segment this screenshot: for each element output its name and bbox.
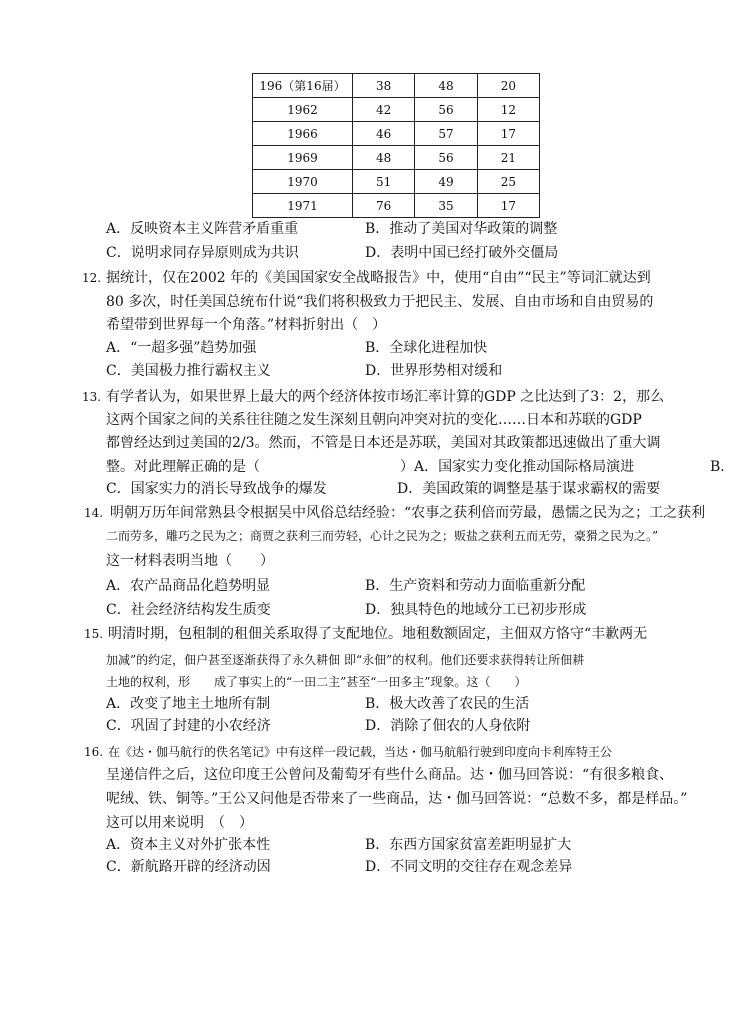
table-cell: 51: [353, 170, 415, 194]
question-number: 15.: [84, 627, 104, 641]
option-a[interactable]: A．反映资本主义阵营矛盾重重: [106, 221, 299, 237]
table-cell: 17: [477, 194, 539, 218]
option-b[interactable]: B．推动了美国对华政策的调整: [365, 221, 558, 237]
question-number: 14.: [84, 506, 104, 520]
table-row: [253, 146, 540, 170]
question-text: 明朝万历年间常熟县令根据吴中风俗总结经验：“农事之获利倍而劳最，愚懦之民为之；工之获利: [110, 505, 706, 521]
option-b[interactable]: B．极大改善了农民的生活: [365, 696, 530, 712]
option-c[interactable]: C．社会经济结构发生质变: [106, 602, 271, 618]
option-c[interactable]: C．新航路开辟的经济动因: [106, 859, 271, 875]
table-cell: 48: [415, 74, 477, 98]
question-text: 这两个国家之间的关系往往随之发生深刻且朝向冲突对抗的变化……日本和苏联的GDP: [106, 412, 642, 428]
option-a[interactable]: A．“一超多强”趋势加强: [106, 340, 257, 356]
option-d[interactable]: D．独具特色的地域分工已初步形成: [365, 602, 587, 618]
question-number: 13.: [82, 390, 102, 404]
option-b[interactable]: B．全球化进程加快: [365, 340, 488, 356]
question-number: 16.: [84, 745, 104, 759]
option-b[interactable]: B．东西方国家贫富差距明显扩大: [365, 837, 572, 853]
option-d[interactable]: D．不同文明的交往存在观念差异: [365, 859, 573, 875]
option-a[interactable]: ）A．国家实力变化推动国际格局演进: [400, 459, 635, 475]
table-row: [253, 122, 540, 146]
table-cell: 17: [477, 122, 539, 146]
table-row: [253, 98, 540, 122]
option-a[interactable]: A．农产品商品化趋势明显: [106, 578, 271, 594]
option-d[interactable]: D．消除了佃农的人身依附: [365, 718, 531, 734]
table-cell: 1962: [253, 98, 353, 122]
option-a[interactable]: A．改变了地主土地所有制: [106, 696, 271, 712]
option-b[interactable]: B．生产资料和劳动力面临重新分配: [365, 578, 586, 594]
table-cell: 48: [353, 146, 415, 170]
table-cell: 56: [415, 146, 477, 170]
table-cell: 12: [477, 98, 539, 122]
question-text: 都曾经达到过美国的2/3。然而，不管是日本还是苏联，美国对其政策都迅速做出了重大调: [106, 435, 661, 451]
question-text: 有学者认为，如果世界上最大的两个经济体按市场汇率计算的GDP 之比达到了3：2，那么: [106, 389, 665, 405]
question-text: 二而劳多，雕巧之民为之；商贾之获利三而劳轻，心计之民为之；贩盐之获利五而无劳，豪猾之民为之。”: [106, 529, 659, 543]
option-c[interactable]: C．美国极力推行霸权主义: [106, 363, 271, 379]
question-text: 据统计，仅在2002 年的《美国国家安全战略报告》中，使用“自由”“民主”等词汇就达到: [106, 270, 651, 286]
table-cell: 76: [353, 194, 415, 218]
question-text: 这可以用来说明 （ ）: [106, 815, 253, 831]
table-cell: 196（第16届）: [253, 74, 353, 98]
table-cell: 35: [415, 194, 477, 218]
table-cell: 1966: [253, 122, 353, 146]
option-a[interactable]: A．资本主义对外扩张本性: [106, 837, 271, 853]
question-text: 80 多次，时任美国总统布什说“我们将积极致力于把民主、发展、自由市场和自由贸易的: [106, 294, 654, 310]
option-d[interactable]: D．美国政策的调整是基于谋求霸权的需要: [397, 481, 661, 497]
question-text: 整。对此理解正确的是（: [106, 459, 260, 475]
table-cell: 1969: [253, 146, 353, 170]
question-text: 这一材料表明当地（ ）: [106, 553, 274, 569]
question-text: 呈递信件之后，这位印度王公曾问及葡萄牙有些什么商品。达・伽马回答说：“有很多粮食、: [106, 767, 674, 783]
table-cell: 46: [353, 122, 415, 146]
question-text: 土地的权利，形 成了事实上的“一田二主”甚至“一田多主”现象。这（ ）: [106, 675, 527, 689]
table-cell: 42: [353, 98, 415, 122]
question-text: 希望带到世界每一个角落。”材料折射出（ ）: [106, 317, 387, 333]
option-d[interactable]: D．世界形势相对缓和: [365, 363, 503, 379]
table-cell: 20: [477, 74, 539, 98]
table-cell: 49: [415, 170, 477, 194]
question-text: 在《达・伽马航行的佚名笔记》中有这样一段记载，当达・伽马航船行驶到印度向卡利库特王公: [108, 745, 613, 759]
data-table: [252, 73, 540, 218]
option-c[interactable]: C．巩固了封建的小农经济: [106, 718, 271, 734]
option-c[interactable]: C．国家实力的消长导致战争的爆发: [106, 481, 327, 497]
table-cell: 1971: [253, 194, 353, 218]
question-number: 12.: [82, 271, 102, 285]
table-cell: 1970: [253, 170, 353, 194]
table-cell: 57: [415, 122, 477, 146]
option-d[interactable]: D．表明中国已经打破外交僵局: [365, 245, 559, 261]
table-row: [253, 74, 540, 98]
table-cell: 21: [477, 146, 539, 170]
question-text: 呢绒、铁、铜等。”王公又问他是否带来了一些商品，达・伽马回答说：“总数不多，都是样品。”: [106, 791, 688, 807]
table-cell: 38: [353, 74, 415, 98]
option-c[interactable]: C．说明求同存异原则成为共识: [106, 245, 299, 261]
table-cell: 25: [477, 170, 539, 194]
table-cell: 56: [415, 98, 477, 122]
question-text: 加减”的约定，佃户甚至逐渐获得了永久耕佃 即“永佃”的权利。他们还要求获得转让所佃耕: [106, 653, 585, 667]
table-row: [253, 194, 540, 218]
table-row: [253, 170, 540, 194]
option-b-marker: B．: [710, 459, 735, 475]
question-text: 明清时期，包租制的租佃关系取得了支配地位。地租数额固定，主佃双方恪守“丰歉两无: [108, 626, 648, 642]
